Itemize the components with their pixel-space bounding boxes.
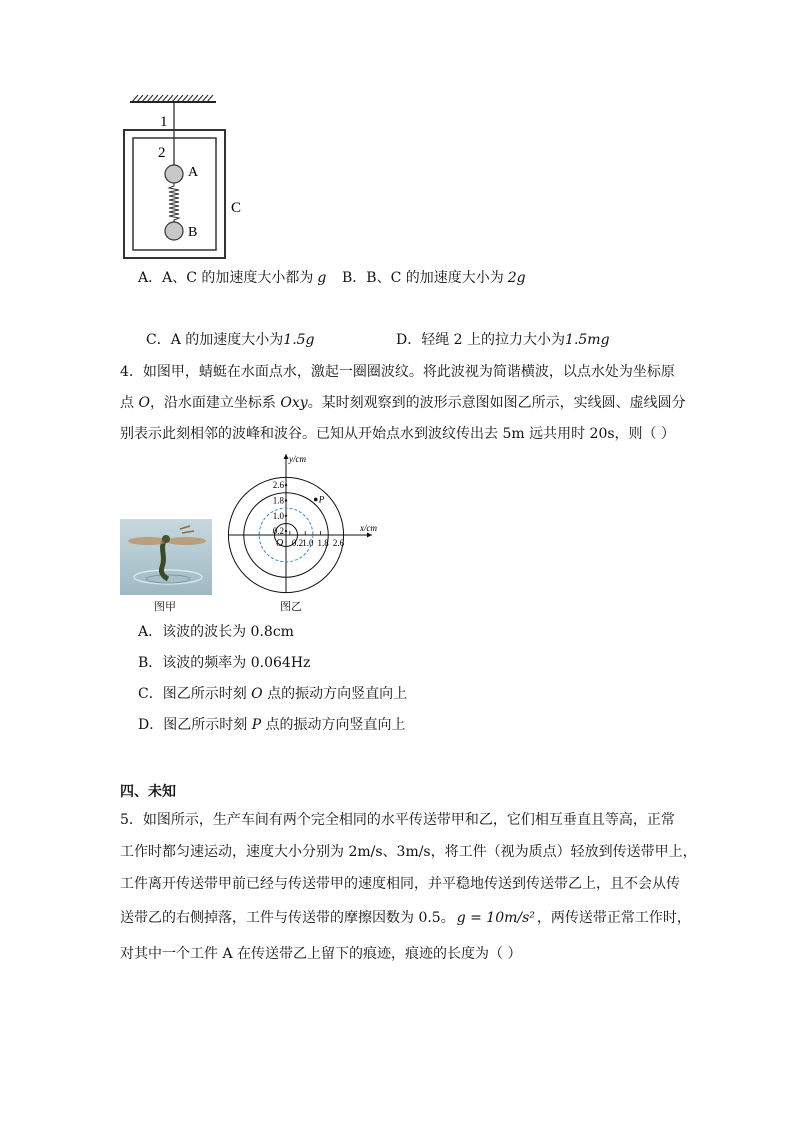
q4-stem-line2: 点 O，沿水面建立坐标系 Oxy。某时刻观察到的波形示意图如图乙所示，实线圆、虚线圆分: [120, 395, 686, 411]
y-tick-label: 2.6: [272, 480, 284, 491]
q5-line3: 工件离开传送带甲前已经与传送带甲的速度相同，并平稳地传送到传送带乙上，且不会从传: [120, 876, 680, 892]
label-ball-a: A: [188, 165, 199, 180]
q5-line4: 送带乙的右侧掉落，工件与传送带的摩擦因数为 0.5。 g = 10m/s² ，两传送带正常工作时，: [120, 910, 691, 926]
x-tick-label: 1.8: [317, 538, 329, 548]
q3-option-a: A．A、C 的加速度大小都为 g: [138, 270, 327, 286]
point-p-label: P: [318, 494, 325, 505]
y-tick-dot: [285, 530, 287, 532]
q4-option-a: A．该波的波长为 0.8cm: [138, 624, 294, 640]
y-tick-label: 0.2: [272, 526, 284, 537]
figure-yi-caption: 图乙: [280, 600, 302, 613]
label-rope-1: 1: [160, 114, 168, 130]
q4-option-c: C．图乙所示时刻 O 点的振动方向竖直向上: [138, 686, 408, 702]
y-axis-label: y/cm: [289, 454, 306, 464]
y-axis-arrow: [284, 454, 289, 459]
figure-jia-caption: 图甲: [154, 600, 176, 613]
q4-stem-line1: 4．如图甲，蜻蜓在水面点水，激起一圈圈波纹。将此波视为简谐横波，以点水处为坐标原: [120, 364, 675, 380]
y-tick-label: 1.0: [272, 510, 284, 521]
apparatus-figure: [120, 90, 260, 260]
point-p: [314, 498, 318, 502]
y-tick-dot: [285, 515, 287, 517]
x-tick-label: 1.0: [302, 538, 314, 548]
q4-stem-line3: 别表示此刻相邻的波峰和波谷。已知从开始点水到波纹传出去 5m 远共用时 20s，则（ ）: [120, 426, 675, 442]
q3-option-d: D．轻绳 2 上的拉力大小为1.5mg: [396, 332, 610, 348]
dragonfly-photo: [120, 519, 212, 595]
q3-option-b: B．B、C 的加速度大小为 2g: [342, 270, 526, 286]
x-axis-arrow: [367, 533, 372, 538]
q5-line5: 对其中一个工件 A 在传送带乙上留下的痕迹，痕迹的长度为（ ）: [120, 946, 522, 962]
x-axis-label: x/cm: [360, 523, 377, 533]
q3-option-c: C．A 的加速度大小为1.5g: [146, 332, 315, 348]
q5-line2: 工作时都匀速运动，速度大小分别为 2m/s、3m/s，将工件（视为质点）轻放到传送带甲上，: [120, 844, 697, 860]
label-rope-2: 2: [158, 145, 166, 161]
y-tick-dot: [285, 484, 287, 486]
q4-option-b: B．该波的频率为 0.064Hz: [138, 655, 311, 671]
y-tick-dot: [285, 499, 287, 501]
q5-line1: 5．如图所示，生产车间有两个完全相同的水平传送带甲和乙，它们相互垂直且等高，正常: [120, 812, 675, 828]
x-tick-label: 2.6: [332, 538, 345, 548]
section-title: 四、未知: [120, 784, 176, 800]
wave-chart: [228, 452, 388, 600]
label-ball-b: B: [188, 225, 198, 240]
x-tick-label: 0.2: [291, 538, 304, 548]
label-box-c: C: [231, 200, 242, 216]
origin-label: O: [276, 538, 284, 549]
y-tick-label: 1.8: [272, 495, 284, 506]
q4-option-d: D．图乙所示时刻 P 点的振动方向竖直向上: [138, 717, 406, 733]
